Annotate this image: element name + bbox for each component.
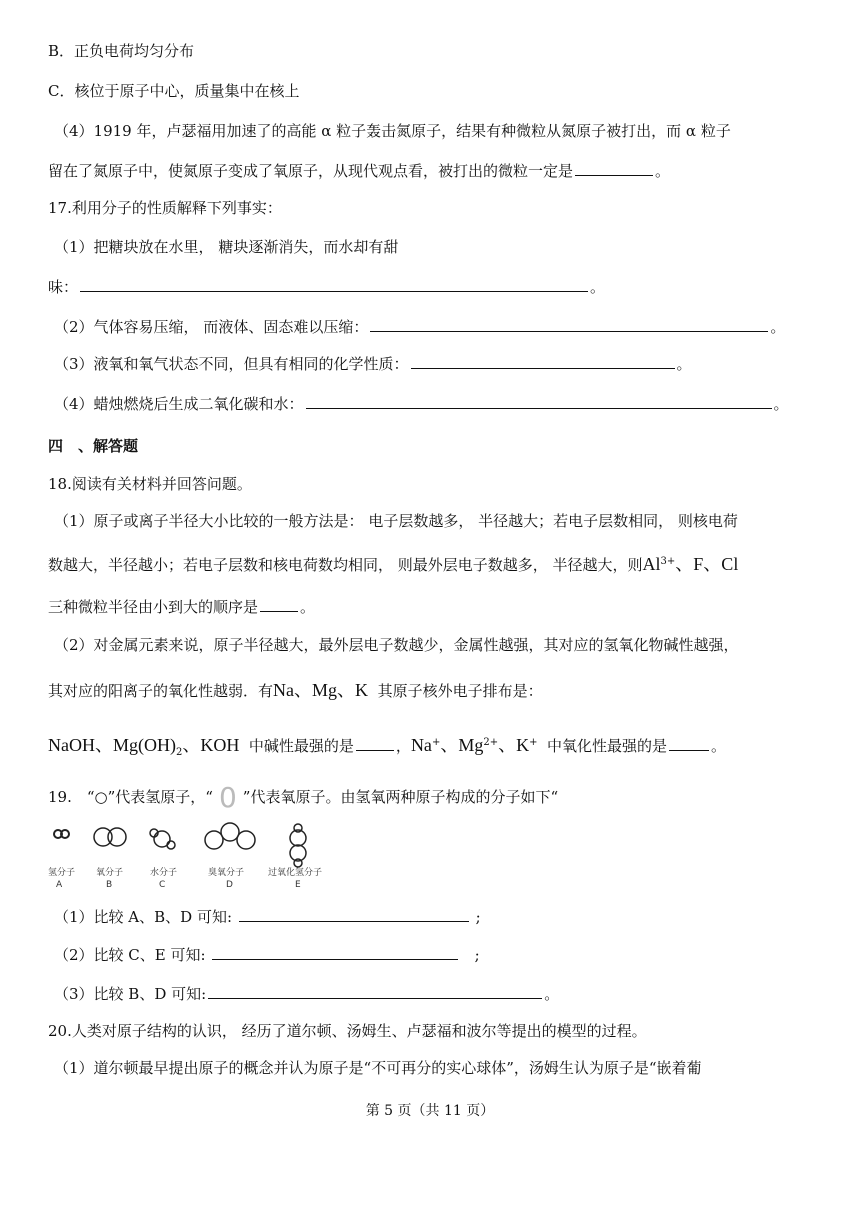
question-18-2-line-2: 其对应的阳离子的氧化性越弱．有Na、Mg、K 其原子核外电子排布是：: [48, 680, 543, 700]
question-4-text: 留在了氮原子中，使氮原子变成了氧原子，从现代观点看，被打出的微粒一定是: [48, 162, 574, 180]
answer-blank[interactable]: [575, 161, 653, 176]
option-b: B．正负电荷均匀分布: [48, 42, 195, 60]
molecule-c-water: [150, 829, 175, 849]
molecule-models-figure: [46, 818, 336, 890]
question-20-1: （1）道尔顿最早提出原子的概念并认为原子是“不可再分的实心球体”，汤姆生认为原子是“嵌着葡: [54, 1059, 702, 1077]
molecule-label-b: 氧分子: [96, 868, 124, 878]
question-18-1-line-2: 数越大，半径越小；若电子层数和核电荷数均相同， 则最外层电子数越多， 半径越大，则$Al^{3+}$、F、Cl: [48, 554, 739, 574]
molecule-label-e: 过氧化氢分子: [268, 868, 323, 878]
molecule-letter-c: C: [159, 880, 166, 890]
molecule-letter-d: D: [226, 880, 233, 890]
question-19-1: （1）比较 A、B、D 可知: ;: [54, 908, 481, 926]
answer-blank[interactable]: [212, 945, 458, 960]
question-17-1-line-1: （1）把糖块放在水里， 糖块逐渐消失，而水却有甜: [54, 238, 399, 256]
answer-blank[interactable]: [208, 984, 542, 999]
answer-blank[interactable]: [669, 736, 709, 751]
molecule-letter-e: E: [295, 880, 301, 890]
molecule-b-oxygen: [94, 828, 126, 846]
answer-blank[interactable]: [356, 736, 394, 751]
answer-blank[interactable]: [411, 354, 675, 369]
question-19-2: （2）比较 C、E 可知: ;: [54, 946, 480, 964]
question-19-3: （3）比较 B、D 可知: 。: [54, 985, 560, 1003]
molecule-letter-b: B: [106, 880, 113, 890]
option-c: C．核位于原子中心，质量集中在核上: [48, 82, 300, 100]
section-heading: 四 、解答题: [48, 437, 139, 455]
question-18-title: 18.阅读有关材料并回答问题。: [48, 475, 252, 493]
molecule-e-hydrogen-peroxide: [290, 824, 306, 867]
answer-blank[interactable]: [260, 597, 298, 612]
question-17-4: （4）蜡烛燃烧后生成二氧化碳和水： 。: [54, 395, 789, 413]
question-19-title: 19. “○”代表氢原子，“ 0 ”代表氧原子。由氢氧两种原子构成的分子如下“: [48, 781, 559, 814]
page-footer: 第 5 页（共 11 页）: [365, 1103, 495, 1119]
answer-blank[interactable]: [239, 907, 469, 922]
oxygen-atom-symbol: 0: [218, 781, 237, 814]
question-20-title: 20.人类对原子结构的认识， 经历了道尔顿、汤姆生、卢瑟福和波尔等提出的模型的过程。: [48, 1022, 647, 1040]
question-18-2-line-3: NaOH、$Mg(OH)_2$、KOH 中碱性最强的是 ，Na+、$Mg^{2+}$、K+ 中氧化性最强的是 。: [48, 735, 727, 758]
question-4-line-2: 留在了氮原子中，使氮原子变成了氧原子，从现代观点看，被打出的微粒一定是 。: [48, 162, 671, 180]
question-18-2-line-1: （2）对金属元素来说，原子半径越大，最外层电子数越少，金属性越强，其对应的氢氧化物碱性越强，: [54, 636, 739, 654]
question-17-3: （3）液氧和氧气状态不同，但具有相同的化学性质： 。: [54, 355, 692, 373]
question-17-title: 17.利用分子的性质解释下列事实：: [48, 199, 282, 217]
answer-blank[interactable]: [306, 394, 772, 409]
molecule-label-a: 氢分子: [48, 868, 76, 878]
question-18-1-line-1: （1）原子或离子半径大小比较的一般方法是： 电子层数越多， 半径越大；若电子层数相同， 则核电荷: [54, 512, 738, 530]
question-17-1-line-2: 味： 。: [48, 278, 606, 296]
answer-blank[interactable]: [370, 317, 768, 332]
molecule-a-hydrogen: [54, 830, 69, 838]
question-17-2: （2）气体容易压缩， 而液体、固态难以压缩： 。: [54, 318, 786, 336]
molecule-label-c: 水分子: [150, 868, 178, 878]
answer-blank[interactable]: [80, 277, 588, 292]
molecule-label-d: 臭氧分子: [208, 868, 245, 878]
question-4-line-1: （4）1919 年，卢瑟福用加速了的高能 α 粒子轰击氮原子，结果有种微粒从氮原子被打出，而 α 粒子: [54, 122, 731, 140]
molecule-letter-a: A: [56, 880, 63, 890]
question-18-1-line-3: 三种微粒半径由小到大的顺序是 。: [48, 598, 316, 616]
molecule-d-ozone: [205, 823, 255, 849]
